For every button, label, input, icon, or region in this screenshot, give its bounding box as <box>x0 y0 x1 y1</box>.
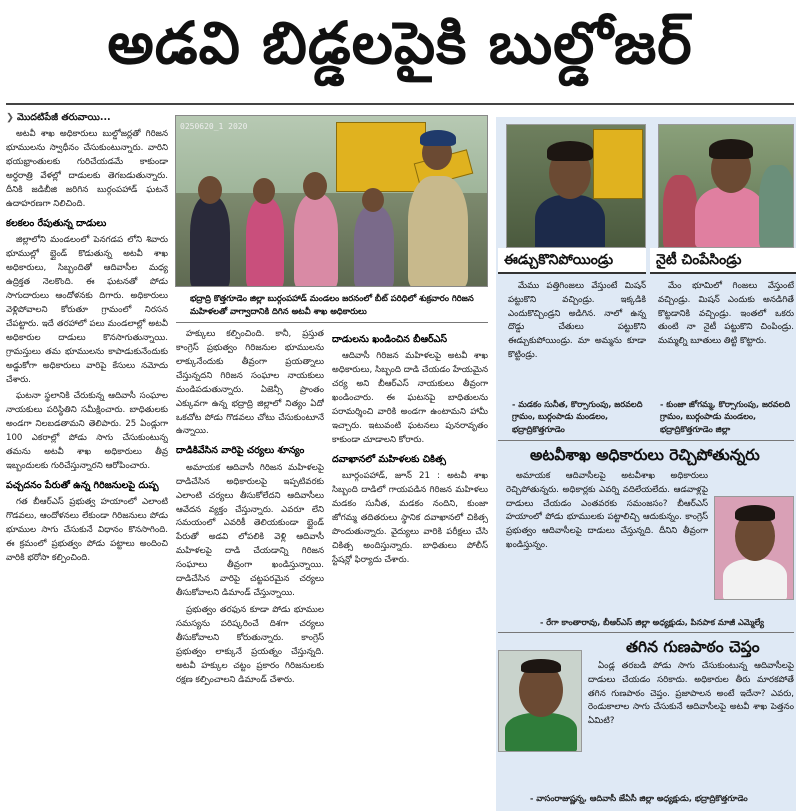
quote-text-1: మేము పత్తిగింజలు వేస్తుంటే మిషన్ పట్టుకొని వచ్చిండ్రు. ఇక్కడికి ఎందుకొచ్చిండ్రని అడిగిన. నాలో ఉన్న దొడ్డు చేతులు పట్టుకొని ఈడ్చుకుపోయిండ్రు. మా అమ్మను కూడా కొట్టిండ్రు. <box>508 281 646 360</box>
victim-photo-2 <box>658 124 794 248</box>
body-paragraph: జిల్లాలోని మండలంలో పెనగడప లోని శివారు భూముల్లో బ్లైండ్ కొడుతున్న అటవీ శాఖ అధికారులు, సిబ్బందితో ఆదివాసీల మధ్య ఉద్రిక్తత నెలకొంది. ఈ ఘటనతో పోడు సాగుదారులు ఆందోళనకు దిగారు. అధికారులు వెళ్లిపోవాలని కోరుతూ గ్రామంలో నిరసన చేపట్టారు. ఇదే తరహాలో పలు మండలాల్లో అటవీ అధికారుల దాడులు కొనసాగుతున్నాయి. గ్రామస్తులు తమ భూములను కాపాడుకునేందుకు అడ్డుకోగా అధికారులు వారిపై కేసులు నమోదు చేశారు. <box>6 235 168 385</box>
cap-shape <box>420 130 456 146</box>
middle-column-left <box>176 328 324 810</box>
photo-caption: భద్రాద్రి కొత్తగూడెం జిల్లా బుర్గంపహాడ్ మండలం జరనంలో బీట్ పరిధిలో శుక్రవారం గిరిజన మహిళలతో వాగ్వాదానికి దిగిన అటవీ శాఖ అధికారులు <box>190 293 474 316</box>
chevron-right-icon: ❯ <box>6 112 14 123</box>
hair-shape <box>547 141 593 161</box>
person-head <box>253 178 275 204</box>
body-paragraph: అమాయక ఆదివాసీ గిరిజన మహిళలపై దాడిచేసిన అధికారులపై ఇప్పటివరకు ఎలాంటి చర్యలు తీసుకోలేదని ఆదివాసీలు ఆవేదన వ్యక్తం చేస్తున్నారు. ఎవరూ లేని సమయంలో ఎవరికీ తెలియకుండా బ్లైండ్ పేరుతో అడవి లోపలికి వెళ్లి ఆదివాసీ మహిళలపై దాడి చేయడాన్ని గిరిజన సంఘాలు తీవ్రంగా ఖండిస్తున్నాయి. దాడిచేసిన వారిపై చట్టపరమైన చర్యలు తీసుకోవాలని డిమాండ్ చేస్తున్నాయి. <box>176 462 324 599</box>
left-column <box>6 110 168 810</box>
intro-paragraph: అటవీ శాఖ అధికారులు బుల్డోజర్లతో గిరిజన భూములను స్వాధీనం చేసుకుంటున్నారు. వారిని భయభ్రాంతులకు గురిచేయడమే కాకుండా అర్ధరాత్రి వేళల్లో దాడులకు తెగబడుతున్నారు. దీనికి జడిబీజి జరిగిన బుర్గంపహాడ్ ఘటనే ఉదాహరణగా నిలిచింది. <box>6 129 168 209</box>
body-paragraph: ఆదివాసీ గిరిజన మహిళలపై అటవీ శాఖ అధికారులు, సిబ్బంది దాడి చేయడం హేయమైన చర్య అని బీఆర్ఎస్ నాయకులు తీవ్రంగా ఖండించారు. ఈ ఘటనపై బాధితులను పరామర్శించి వారికి అండగా ఉంటామని హామీ ఇచ్చారు. ఇటువంటి ఘటనలు పునరావృతం కాకుండా చూడాలని కోరారు. <box>332 351 488 445</box>
person-shape <box>695 187 765 248</box>
kicker: ❯ మొదటిపేజీ తరువాయి... <box>6 112 111 123</box>
person-shape <box>759 165 794 248</box>
quote-signature-1: - మడకం సునీత, కొర్సాగుంపు, జరవలది గ్రామం, బుర్గంపాడు మండలం, భద్రాద్రికొత్తగూడెం <box>512 399 643 434</box>
middle-column-right <box>332 328 488 810</box>
person-shape <box>663 175 697 248</box>
box-1-signature: - రేగా కాంతారావు, బీఆర్ఎస్ జిల్లా అధ్యక్షుడు, పినపాక మాజీ ఎమ్మెల్యే <box>540 617 764 627</box>
person-head <box>303 172 327 200</box>
subhead: పచ్చదనం పేరుతో ఉన్న గిరిజనులపై దుష్ప <box>6 479 159 491</box>
panel-divider <box>498 632 794 633</box>
subhead: దవాఖానలో మహిళలకు చికిత్స <box>332 453 447 465</box>
box-1-title: అటవీశాఖ అధికారులు రెచ్చిపోతున్నరు <box>530 446 760 464</box>
hair-shape <box>709 139 753 159</box>
subhead: దాడికివేసిన వారిపై చర్యలు శూన్యం <box>176 445 305 457</box>
box-2-text: ఏండ్ల తరబడి పోడు సాగు చేసుకుంటున్న ఆదివాసీలపై దాడులు చేయడం సరికాదు. అధికారుల తీరు మారకపోతే తగిన గుణపాఠం చెప్తం. ప్రజాపాలన అంటే ఇదేనా? ఎవరు, రెండుకాలాల సాగు చేసుకునే ఆదివాసీలపై అటవీ శాఖ పెత్తనం ఏమిటి? <box>588 661 794 726</box>
quote-signature-2: - కుంజా జోగమ్మ, కొర్సాగుంపు, జరవలది గ్రామం, బుర్గంపాడు మండలం, భద్రాద్రికొత్తగూడెం జిల్లా <box>660 399 791 434</box>
headline-rule <box>6 103 794 105</box>
bulldozer-shape <box>593 129 643 199</box>
quote-text-2: మేం భూమిలో గింజలు వేస్తుంటే వచ్చిండ్రు. మిషన్ ఎందుకు అనడిగితే కొట్టడానికి వచ్చిండ్రు. ఇంతలో ఒకరు తుంటి నా నైటీ పట్టుకొని చింపిండ్రు. మమ్మల్ని బూతులు తిట్టి కొట్టారు. <box>658 281 794 346</box>
subhead: దాడులను ఖండించిన బీఆర్ఎస్ <box>332 334 448 345</box>
quote-label-1: ఈడ్చుకొనిపోయిండ్రు <box>498 248 646 274</box>
bulldozer-shape <box>336 122 426 192</box>
leader-photo-1 <box>714 496 794 600</box>
main-photo <box>175 115 488 287</box>
person-shape <box>723 559 787 600</box>
person-shape <box>354 206 394 287</box>
box-2-title: తగిన గుణపాఠం చెప్తం <box>626 638 760 656</box>
box-2-signature: - వాసంరాజుష్ణన్న, ఆదివాసీ జేఏసీ జిల్లా అధ్యక్షుడు, భద్రాద్రికొత్తగూడెం <box>530 793 748 803</box>
hair-shape <box>735 505 775 521</box>
body-paragraph: ప్రభుత్వం తరఫున కూడా పోడు భూముల సమస్యను పరిష్కరించే దిశగా చర్యలు తీసుకోవాలని కోరుతున్నారు. కాంగ్రెస్ ప్రభుత్వం లాక్కునే ప్రయత్నం చేస్తున్నది. అటవీ హక్కుల చట్టం ప్రకారం గిరిజనులకు రక్షణ కల్పించాలని డిమాండ్ చేశారు. <box>176 604 324 685</box>
person-shape <box>535 195 605 248</box>
body-paragraph: బూర్గంపహాడ్, జూన్ 21 : అటవీ శాఖ సిబ్బంది దాడిలో గాయపడిన గిరిజన మహిళలు మడకం సునీత, మడకం నందిని, కుంజా జోగమ్మ తదితరులు స్థానిక దవాఖానలో చికిత్స పొందుతున్నారు. వైద్యులు వారికి పరీక్షలు చేసి చికిత్స అందిస్తున్నారు. బాధితులు పోలీస్ స్టేషన్లో ఫిర్యాదు చేశారు. <box>332 471 488 565</box>
body-paragraph: హక్కులు కల్పించింది. కానీ, ప్రస్తుత కాంగ్రెస్ ప్రభుత్వం గిరిజనుల భూములను లాక్కునేందుకు తీవ్రంగా ప్రయత్నాలు చేస్తున్నదని గిరిజన సంఘాల నాయకులు మండిపడుతున్నారు. ఏజెన్సీ ప్రాంతం ఎక్కువగా ఉన్న భద్రాద్రి జిల్లాలో నిత్యం ఏదో ఒకచోట పోడు గొడవలు చోటు చేసుకుంటూనే ఉన్నాయి. <box>176 329 324 437</box>
subhead: కలకలం రేపుతున్న దాడులు <box>6 217 107 229</box>
person-head <box>198 176 222 204</box>
photo-timestamp: 0250620_1 2020 <box>180 122 248 131</box>
body-paragraph: గత బీఆర్ఎస్ ప్రభుత్వ హయాంలో ఎలాంటి గొడవలు, ఆందోళనలు లేకుండా గిరిజనులు పోడు భూముల సాగు చేసుకునే విధానం కొనసాగింది. ఈ క్రమంలో ప్రభుత్వం పోడు పట్టాలు అందించి వారికి భరోసా కల్పించింది. <box>6 497 168 564</box>
hair-shape <box>521 659 561 673</box>
quote-label-2: నైటీ చింపేసిండ్రు <box>650 248 796 274</box>
person-shape <box>246 198 284 287</box>
victim-photo-1 <box>506 124 646 248</box>
panel-divider <box>498 440 794 441</box>
body-paragraph: ఘటనా స్థలానికి చేరుకున్న ఆదివాసీ సంఘాల నాయకులు పరిస్థితిని సమీక్షించారు. బాధితులకు అండగా నిలబడతామని తెలిపారు. 25 ఏండ్లుగా 100 ఎకరాల్లో పోడు సాగు చేసుకుంటున్న తమను అటవీ శాఖ అధికారులు తీవ్ర ఇబ్బందులకు గురిచేస్తున్నారని ఆరోపించారు. <box>6 391 168 472</box>
person-shape <box>294 194 338 287</box>
officer-shape <box>408 176 468 287</box>
leader-photo-2 <box>498 650 582 752</box>
person-head <box>362 188 384 212</box>
headline: అడవి బిడ్డలపైకి బుల్డోజర్ <box>107 8 693 77</box>
box-1-text: అమాయక ఆదివాసీలపై అటవీశాఖ అధికారులు రెచ్చిపోతున్నరు. అధికార్లకు ఎవర్ని వదిలేయలేదు. ఆడవాళ్లపై దాడులు చేయడం ఎంతవరకు సమంజసం? బీఆర్ఎస్ హయాంలో పోడు భూములకు పట్టాలిచ్చి ఆదుకున్నం. కాంగ్రెస్ ప్రభుత్వం ఆదివాసీలపై దాడులు చేస్తున్నది. దీనిని తీవ్రంగా ఖండిస్తున్నం. <box>506 471 708 550</box>
person-shape <box>190 196 230 287</box>
person-shape <box>505 713 577 752</box>
caption-rule <box>176 322 488 323</box>
